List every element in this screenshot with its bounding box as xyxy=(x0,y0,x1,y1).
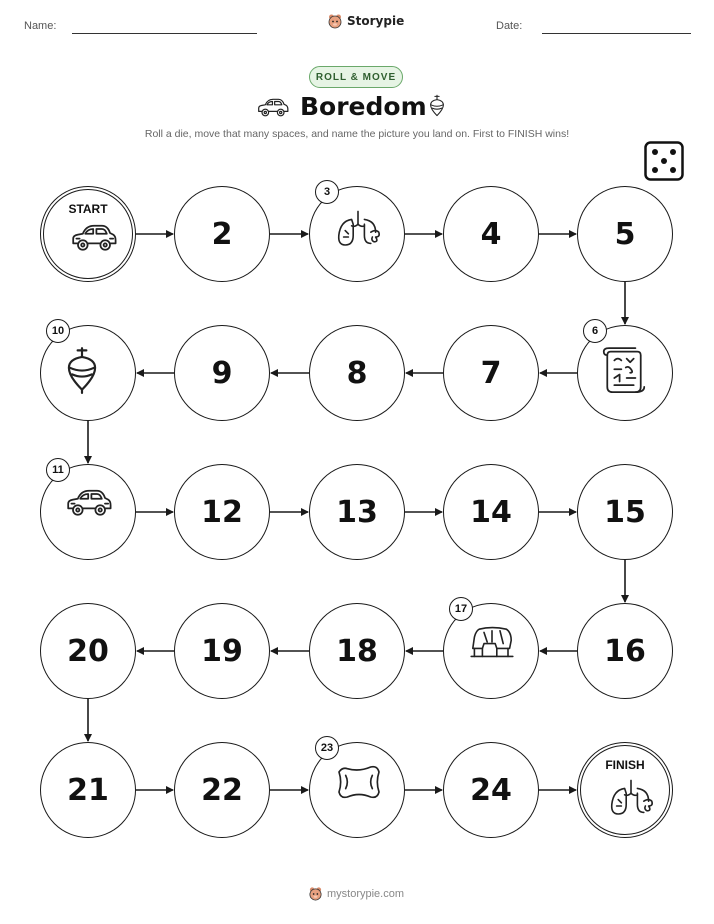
brand-name: Storypie xyxy=(347,14,405,28)
board-space-13 xyxy=(309,464,405,560)
board-space-17 xyxy=(443,603,539,699)
space-number: 21 xyxy=(67,772,109,808)
date-label: Date: xyxy=(496,20,523,32)
board-space-3 xyxy=(309,186,405,282)
space-number-badge: 6 xyxy=(583,319,607,343)
space-number-badge: 17 xyxy=(449,597,473,621)
roll-and-move-badge: ROLL & MOVE xyxy=(309,66,403,88)
board-space-9 xyxy=(174,325,270,421)
board-space-11 xyxy=(40,464,136,560)
board-space-21 xyxy=(40,742,136,838)
space-number: 9 xyxy=(211,355,233,391)
board-space-7 xyxy=(443,325,539,421)
finish-label: FINISH xyxy=(605,758,645,772)
space-number: 20 xyxy=(67,633,109,669)
space-number-badge: 23 xyxy=(315,736,339,760)
board-space-22 xyxy=(174,742,270,838)
space-number: 15 xyxy=(604,494,646,530)
lungs-icon xyxy=(607,776,655,825)
space-number: 7 xyxy=(480,355,502,391)
space-number: 24 xyxy=(470,772,512,808)
board-space-24 xyxy=(443,742,539,838)
space-number: 13 xyxy=(336,494,378,530)
board-space-18 xyxy=(309,603,405,699)
space-number: 8 xyxy=(346,355,368,391)
start-space xyxy=(40,186,136,282)
scroll-icon xyxy=(602,346,646,401)
board-space-20 xyxy=(40,603,136,699)
space-number-badge: 10 xyxy=(46,319,70,343)
board-space-2 xyxy=(174,186,270,282)
space-number-badge: 3 xyxy=(315,180,339,204)
board-space-6 xyxy=(577,325,673,421)
board-space-14 xyxy=(443,464,539,560)
space-number: 4 xyxy=(480,216,502,252)
page-title: Boredom xyxy=(300,92,427,121)
car-icon xyxy=(65,485,113,524)
board-space-23 xyxy=(309,742,405,838)
board-space-4 xyxy=(443,186,539,282)
board-space-16 xyxy=(577,603,673,699)
name-label: Name: xyxy=(24,20,57,32)
board-space-5 xyxy=(577,186,673,282)
covered-furniture-icon xyxy=(468,624,516,665)
space-number: 2 xyxy=(211,216,233,252)
start-label: START xyxy=(68,202,108,216)
car-icon xyxy=(70,220,118,259)
pillow-icon xyxy=(334,763,384,806)
footer xyxy=(308,886,404,901)
space-number: 19 xyxy=(201,633,243,669)
finish-space xyxy=(577,742,673,838)
instructions-text: Roll a die, move that many spaces, and name the picture you land on. First to FINISH wins! xyxy=(144,128,570,140)
board-space-12 xyxy=(174,464,270,560)
space-number: 12 xyxy=(201,494,243,530)
board-space-15 xyxy=(577,464,673,560)
board-space-10 xyxy=(40,325,136,421)
board-space-8 xyxy=(309,325,405,421)
spinning-top-icon xyxy=(65,346,99,399)
space-number: 22 xyxy=(201,772,243,808)
lungs-icon xyxy=(334,207,382,256)
storypie-mascot-icon xyxy=(308,886,323,901)
space-number: 18 xyxy=(336,633,378,669)
board-space-19 xyxy=(174,603,270,699)
space-number: 5 xyxy=(614,216,636,252)
footer-site: mystorypie.com xyxy=(327,887,405,900)
space-number: 14 xyxy=(470,494,512,530)
space-number: 16 xyxy=(604,633,646,669)
space-number-badge: 11 xyxy=(46,458,70,482)
